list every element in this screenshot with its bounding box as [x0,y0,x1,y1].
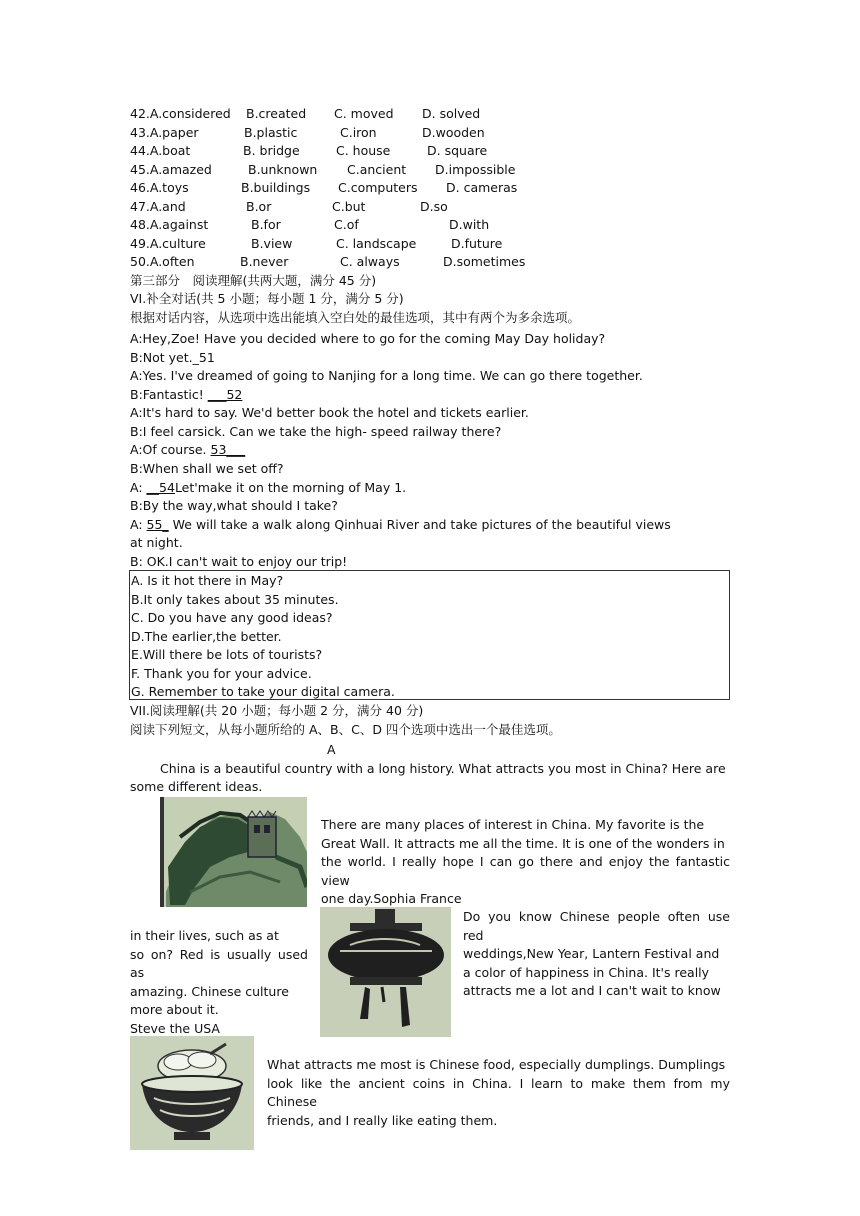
paragraph-line: Great Wall. It attracts me all the time. It is one of the wonders in [321,835,725,851]
dialogue-line [130,516,671,534]
dialogue-line [130,349,215,367]
option-49-a: 49.A.culture [130,236,206,251]
paragraph-line: look like the ancient coins in China. I learn to make them from my Chinese [267,1075,730,1109]
option-50-d: D.sometimes [443,254,526,269]
option-49-d: D.future [451,236,503,251]
option-49-b: B.view [251,236,293,251]
dialogue-line: B: OK.I can't wait to enjoy our trip! [130,554,348,569]
option-48-d: D.with [449,217,490,232]
option-47-c: C.but [332,199,366,214]
section7-title: VII.阅读理解(共 20 小题；每小题 2 分，满分 40 分) [130,703,424,718]
option-50-c: C. always [340,254,400,269]
option-44-c: C. house [336,143,391,158]
paragraph-line: Do you know Chinese people often use red [463,909,730,943]
dialogue-line [130,441,245,459]
option-47-d: D.so [420,199,448,214]
lantern-icon [320,907,451,1037]
blank-53: 53___ [210,442,246,457]
dialogue-text: A: [130,517,147,532]
option-48-b: B.for [251,217,281,232]
dialogue-line: A:Hey,Zoe! Have you decided where to go for the coming May Day holiday? [130,331,606,346]
dialogue-line [130,386,242,404]
option-47-b: B.or [246,199,272,214]
paragraph-line: Steve the USA [130,1020,220,1036]
choice-b: B.It only takes about 35 minutes. [131,592,339,607]
paragraph-line: weddings,New Year, Lantern Festival and [463,946,720,961]
dialogue-text: A: [130,480,147,495]
great-wall-image [160,797,307,907]
choice-f: F. Thank you for your advice. [131,666,312,681]
paragraph-line: a color of happiness in China. It's really [463,964,710,980]
section6-title: VI.补全对话(共 5 小题；每小题 1 分，满分 5 分) [130,291,404,306]
option-46-a: 46.A.toys [130,180,189,195]
blank-52: ___52 [207,387,243,402]
paragraph-food [267,1056,730,1130]
section7-instruction: 阅读下列短文，从每小题所给的 A、B、C、D 四个选项中选出一个最佳选项。 [130,722,561,737]
paragraph-line: friends, and I really like eating them. [267,1112,498,1128]
option-46-d: D. cameras [446,180,518,195]
paragraph-line: amazing. Chinese culture [130,983,289,999]
option-49-c: C. landscape [336,236,417,251]
dialogue-text: B:Fantastic! [130,387,208,402]
option-44-a: 44.A.boat [130,143,191,158]
dialogue-text: A:Of course. [130,442,211,457]
option-42-d: D. solved [422,106,481,121]
option-42-c: C. moved [334,106,394,121]
blank-55: 55_ [146,517,169,532]
choices-box [129,570,730,700]
dialogue-text: B:Not yet. [130,350,193,365]
choice-e: E.Will there be lots of tourists? [131,647,323,662]
option-46-b: B.buildings [241,180,311,195]
paragraph-line: the world. I really hope I can go there and enjoy the fantastic view [321,854,730,888]
paragraph-line: more about it. [130,1002,219,1017]
option-48-a: 48.A.against [130,217,209,232]
option-45-d: D.impossible [435,162,516,177]
choice-g: G. Remember to take your digital camera. [131,684,395,699]
paragraph-line: There are many places of interest in China. My favorite is the [321,817,705,832]
option-47-a: 47.A.and [130,199,186,214]
paragraph-line: in their lives, such as at [130,928,279,943]
dialogue-line: B:I feel carsick. Can we take the high- speed railway there? [130,424,502,439]
paragraph-line: attracts me a lot and I can't wait to know [463,983,721,998]
choice-c: C. Do you have any good ideas? [131,610,333,625]
dialogue-line: A:Yes. I've dreamed of going to Nanjing for a long time. We can go there together. [130,368,643,383]
blank-54: __54 [146,480,175,495]
lantern-image [320,907,451,1037]
option-50-b: B.never [240,254,289,269]
blank-51: _51 [192,350,215,365]
option-42-b: B.created [246,106,307,121]
dumpling-bowl-icon [130,1036,254,1150]
dialogue-line [130,479,406,497]
dialogue-line: A:It's hard to say. We'd better book the hotel and tickets earlier. [130,405,529,420]
paragraph-line: one day.Sophia France [321,891,462,906]
dumpling-image [130,1036,254,1150]
section6-instruction: 根据对话内容，从选项中选出能填入空白处的最佳选项，其中有两个为多余选项。 [130,310,581,325]
option-44-d: D. square [427,143,488,158]
dialogue-line: at night. [130,535,183,550]
option-45-c: C.ancient [347,162,407,177]
option-43-c: C.iron [340,125,377,140]
option-43-a: 43.A.paper [130,125,199,140]
option-43-d: D.wooden [422,125,485,140]
option-45-a: 45.A.amazed [130,162,212,177]
option-50-a: 50.A.often [130,254,195,269]
option-48-c: C.of [334,217,359,232]
passage-intro-line2: some different ideas. [130,779,263,794]
passage-intro-line1: China is a beautiful country with a long history. What attracts you most in China? Here are [160,761,726,776]
paragraph-steve-right [463,908,730,1001]
dialogue-line: B:By the way,what should I take? [130,498,338,513]
passage-label: A [327,742,336,757]
paragraph-line: so on? Red is usually used as [130,946,308,980]
dialogue-text: We will take a walk along Qinhuai River and take pictures of the beautiful views [168,517,671,532]
dialogue-text: Let'make it on the morning of May 1. [174,480,407,495]
option-43-b: B.plastic [244,125,298,140]
great-wall-icon [160,797,307,907]
option-46-c: C.computers [338,180,418,195]
choice-a: A. Is it hot there in May? [131,573,284,588]
option-44-b: B. bridge [243,143,300,158]
option-42-a: 42.A.considered [130,106,231,121]
choice-d: D.The earlier,the better. [131,629,282,644]
option-45-b: B.unknown [248,162,318,177]
paragraph-steve-left [130,927,308,1038]
dialogue-line: B:When shall we set off? [130,461,284,476]
part3-title: 第三部分 阅读理解(共两大题，满分 45 分) [130,273,377,288]
paragraph-line: What attracts me most is Chinese food, especially dumplings. Dumplings [267,1057,726,1072]
paragraph-sophia [321,816,730,909]
